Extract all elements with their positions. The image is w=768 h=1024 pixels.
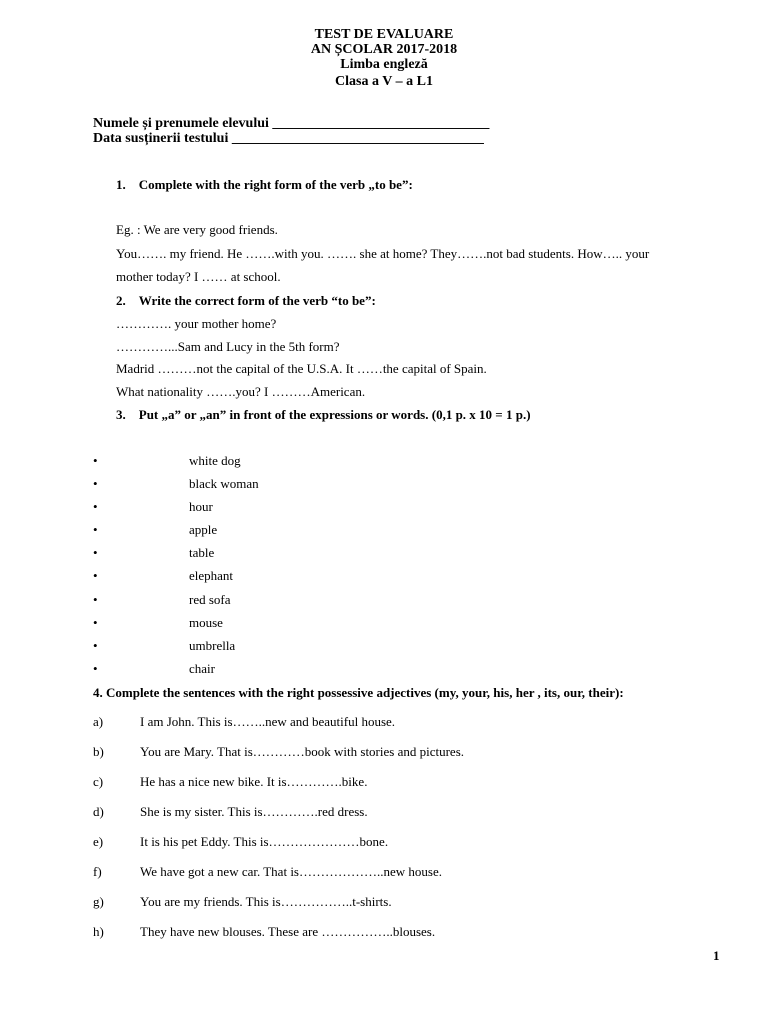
exercise-1-text-line: You……. my friend. He …….with you. ……. she at home? They…….not bad students. How….. your <box>116 246 650 261</box>
test-title: TEST DE EVALUARE <box>314 27 454 42</box>
exercise-2-line: Madrid ………not the capital of the U.S.A. It ……the capital of Spain. <box>116 361 487 376</box>
bullet: • <box>93 453 98 468</box>
bullet: • <box>93 661 98 676</box>
item-letter: g) <box>93 894 104 909</box>
list-item: red sofa <box>189 592 231 607</box>
list-item: mouse <box>189 615 223 630</box>
sentence: They have new blouses. These are ……………..blouses. <box>140 924 436 939</box>
item-letter: c) <box>93 774 104 789</box>
sentence: You are my friends. This is……………..t-shirts. <box>140 894 392 909</box>
item-letter: h) <box>93 924 104 939</box>
class-level: Clasa a V – a L1 <box>335 74 433 89</box>
sentence: He has a nice new bike. It is………….bike. <box>140 774 368 789</box>
list-item: elephant <box>189 568 234 583</box>
student-name-field: Numele și prenumele elevului _______________________________ <box>93 116 490 131</box>
item-letter: f) <box>93 864 102 879</box>
page-number: 1 <box>713 948 720 963</box>
test-date-field: Data susținerii testului ____________________________________ <box>93 131 484 146</box>
sentence: She is my sister. This is………….red dress. <box>140 804 368 819</box>
exercise-1-title: 1. Complete with the right form of the verb „to be”: <box>116 177 413 192</box>
bullet: • <box>93 568 98 583</box>
sentence: You are Mary. That is…………book with stories and pictures. <box>140 744 465 759</box>
sentence: We have got a new car. That is………………..new house. <box>140 864 442 879</box>
bullet: • <box>93 615 98 630</box>
exercise-3-title: 3. Put „a” or „an” in front of the expressions or words. (0,1 p. x 10 = 1 p.) <box>116 407 531 422</box>
list-item: table <box>189 545 215 560</box>
exercise-1-text-line: mother today? I …… at school. <box>116 269 281 284</box>
exercise-2-line: What nationality …….you? I ………American. <box>116 384 366 399</box>
exercise-2-line: …………...Sam and Lucy in the 5th form? <box>116 339 340 354</box>
item-letter: e) <box>93 834 104 849</box>
list-item: apple <box>189 522 218 537</box>
subject: Limba engleză <box>340 57 428 72</box>
exercise-4-title: 4. Complete the sentences with the right possessive adjectives (my, your, his, her , its, our, their): <box>93 685 624 700</box>
bullet: • <box>93 545 98 560</box>
item-letter: b) <box>93 744 104 759</box>
list-item: chair <box>189 661 215 676</box>
bullet: • <box>93 499 98 514</box>
exercise-2-title: 2. Write the correct form of the verb “to be”: <box>116 293 376 308</box>
list-item: hour <box>189 499 213 514</box>
bullet: • <box>93 522 98 537</box>
exercise-2-line: …………. your mother home? <box>116 316 277 331</box>
sentence: I am John. This is……..new and beautiful house. <box>140 714 396 729</box>
list-item: black woman <box>189 476 259 491</box>
bullet: • <box>93 592 98 607</box>
bullet: • <box>93 638 98 653</box>
sentence: It is his pet Eddy. This is…………………bone. <box>140 834 389 849</box>
list-item: white dog <box>189 453 241 468</box>
item-letter: d) <box>93 804 104 819</box>
list-item: umbrella <box>189 638 236 653</box>
item-letter: a) <box>93 714 104 729</box>
bullet: • <box>93 476 98 491</box>
school-year: AN ȘCOLAR 2017-2018 <box>310 42 458 57</box>
exercise-1-example: Eg. : We are very good friends. <box>116 222 278 237</box>
